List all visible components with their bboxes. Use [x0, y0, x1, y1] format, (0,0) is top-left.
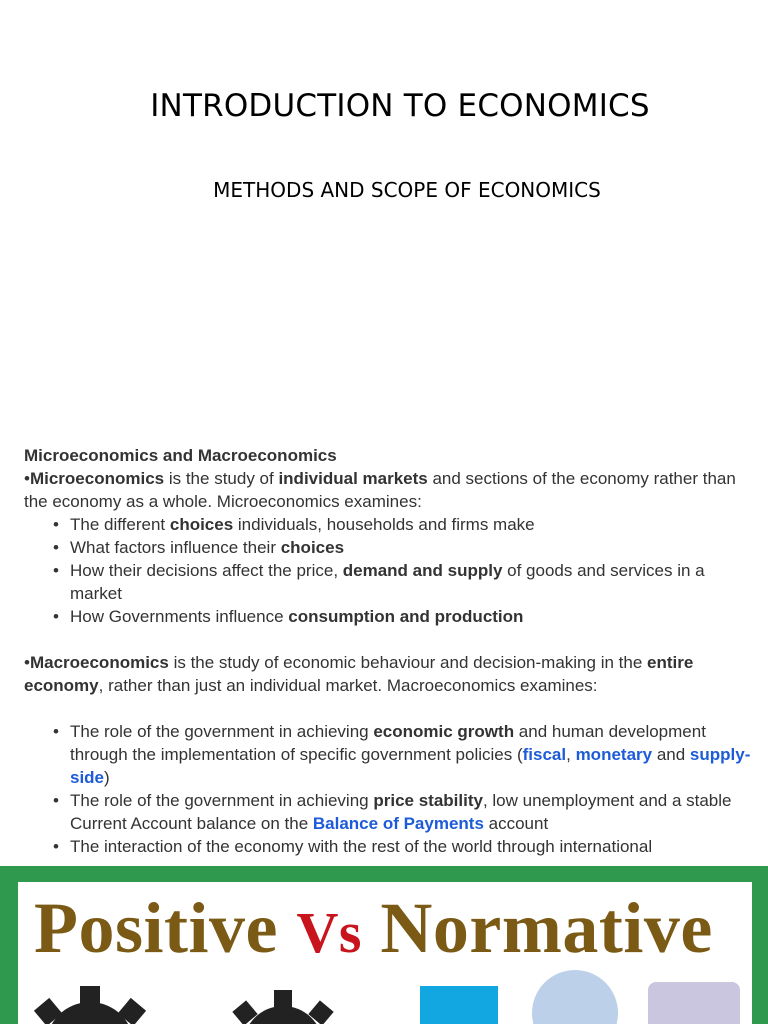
list-item: • The role of the government in achieving price stability, low unemployment and a stable Current Account balance on the Balance of Payments account: [70, 789, 760, 835]
list-item: • The interaction of the economy with the rest of the world through international: [70, 835, 760, 858]
fiscal-link[interactable]: fiscal: [522, 745, 567, 764]
vs-label: Vs: [296, 900, 362, 965]
supply-side-link[interactable]: supply-side: [70, 745, 751, 787]
micro-list: [24, 513, 760, 628]
list-item: • What factors influence their choices: [70, 536, 760, 559]
gear-icon: [228, 990, 338, 1024]
circle-shape: [532, 970, 618, 1024]
rounded-rect-shape: [648, 982, 740, 1024]
page-title: INTRODUCTION TO ECONOMICS: [150, 88, 650, 124]
macro-list: [24, 720, 760, 858]
banner-image: [18, 882, 752, 1024]
micro-paragraph: •Microeconomics is the study of individual markets and sections of the economy rather than the economy as a whole. Microeconomics examines:: [24, 469, 736, 511]
positive-vs-normative-banner: [0, 866, 768, 1024]
page-subtitle: METHODS AND SCOPE OF ECONOMICS: [213, 178, 601, 202]
banner-title: Positive Vs Normative: [34, 888, 713, 968]
list-item: • The role of the government in achieving economic growth and human development through the implementation of specific government policies (fiscal, monetary and supply-side): [70, 720, 760, 789]
monetary-link[interactable]: monetary: [575, 745, 653, 764]
section-heading: Microeconomics and Macroeconomics: [24, 446, 337, 465]
list-item: • The different choices individuals, households and firms make: [70, 513, 760, 536]
list-item: • How Governments influence consumption and production: [70, 605, 760, 628]
document-body: [24, 444, 760, 858]
balance-of-payments-link[interactable]: Balance of Payments: [312, 814, 484, 833]
macro-paragraph: •Macroeconomics is the study of economic behaviour and decision-making in the entire economy, rather than just an individual market. Macroeconomics examines:: [24, 653, 694, 695]
blue-square-shape: [420, 986, 498, 1024]
gear-icon: [28, 986, 148, 1024]
list-item: • How their decisions affect the price, demand and supply of goods and services in a market: [70, 559, 760, 605]
